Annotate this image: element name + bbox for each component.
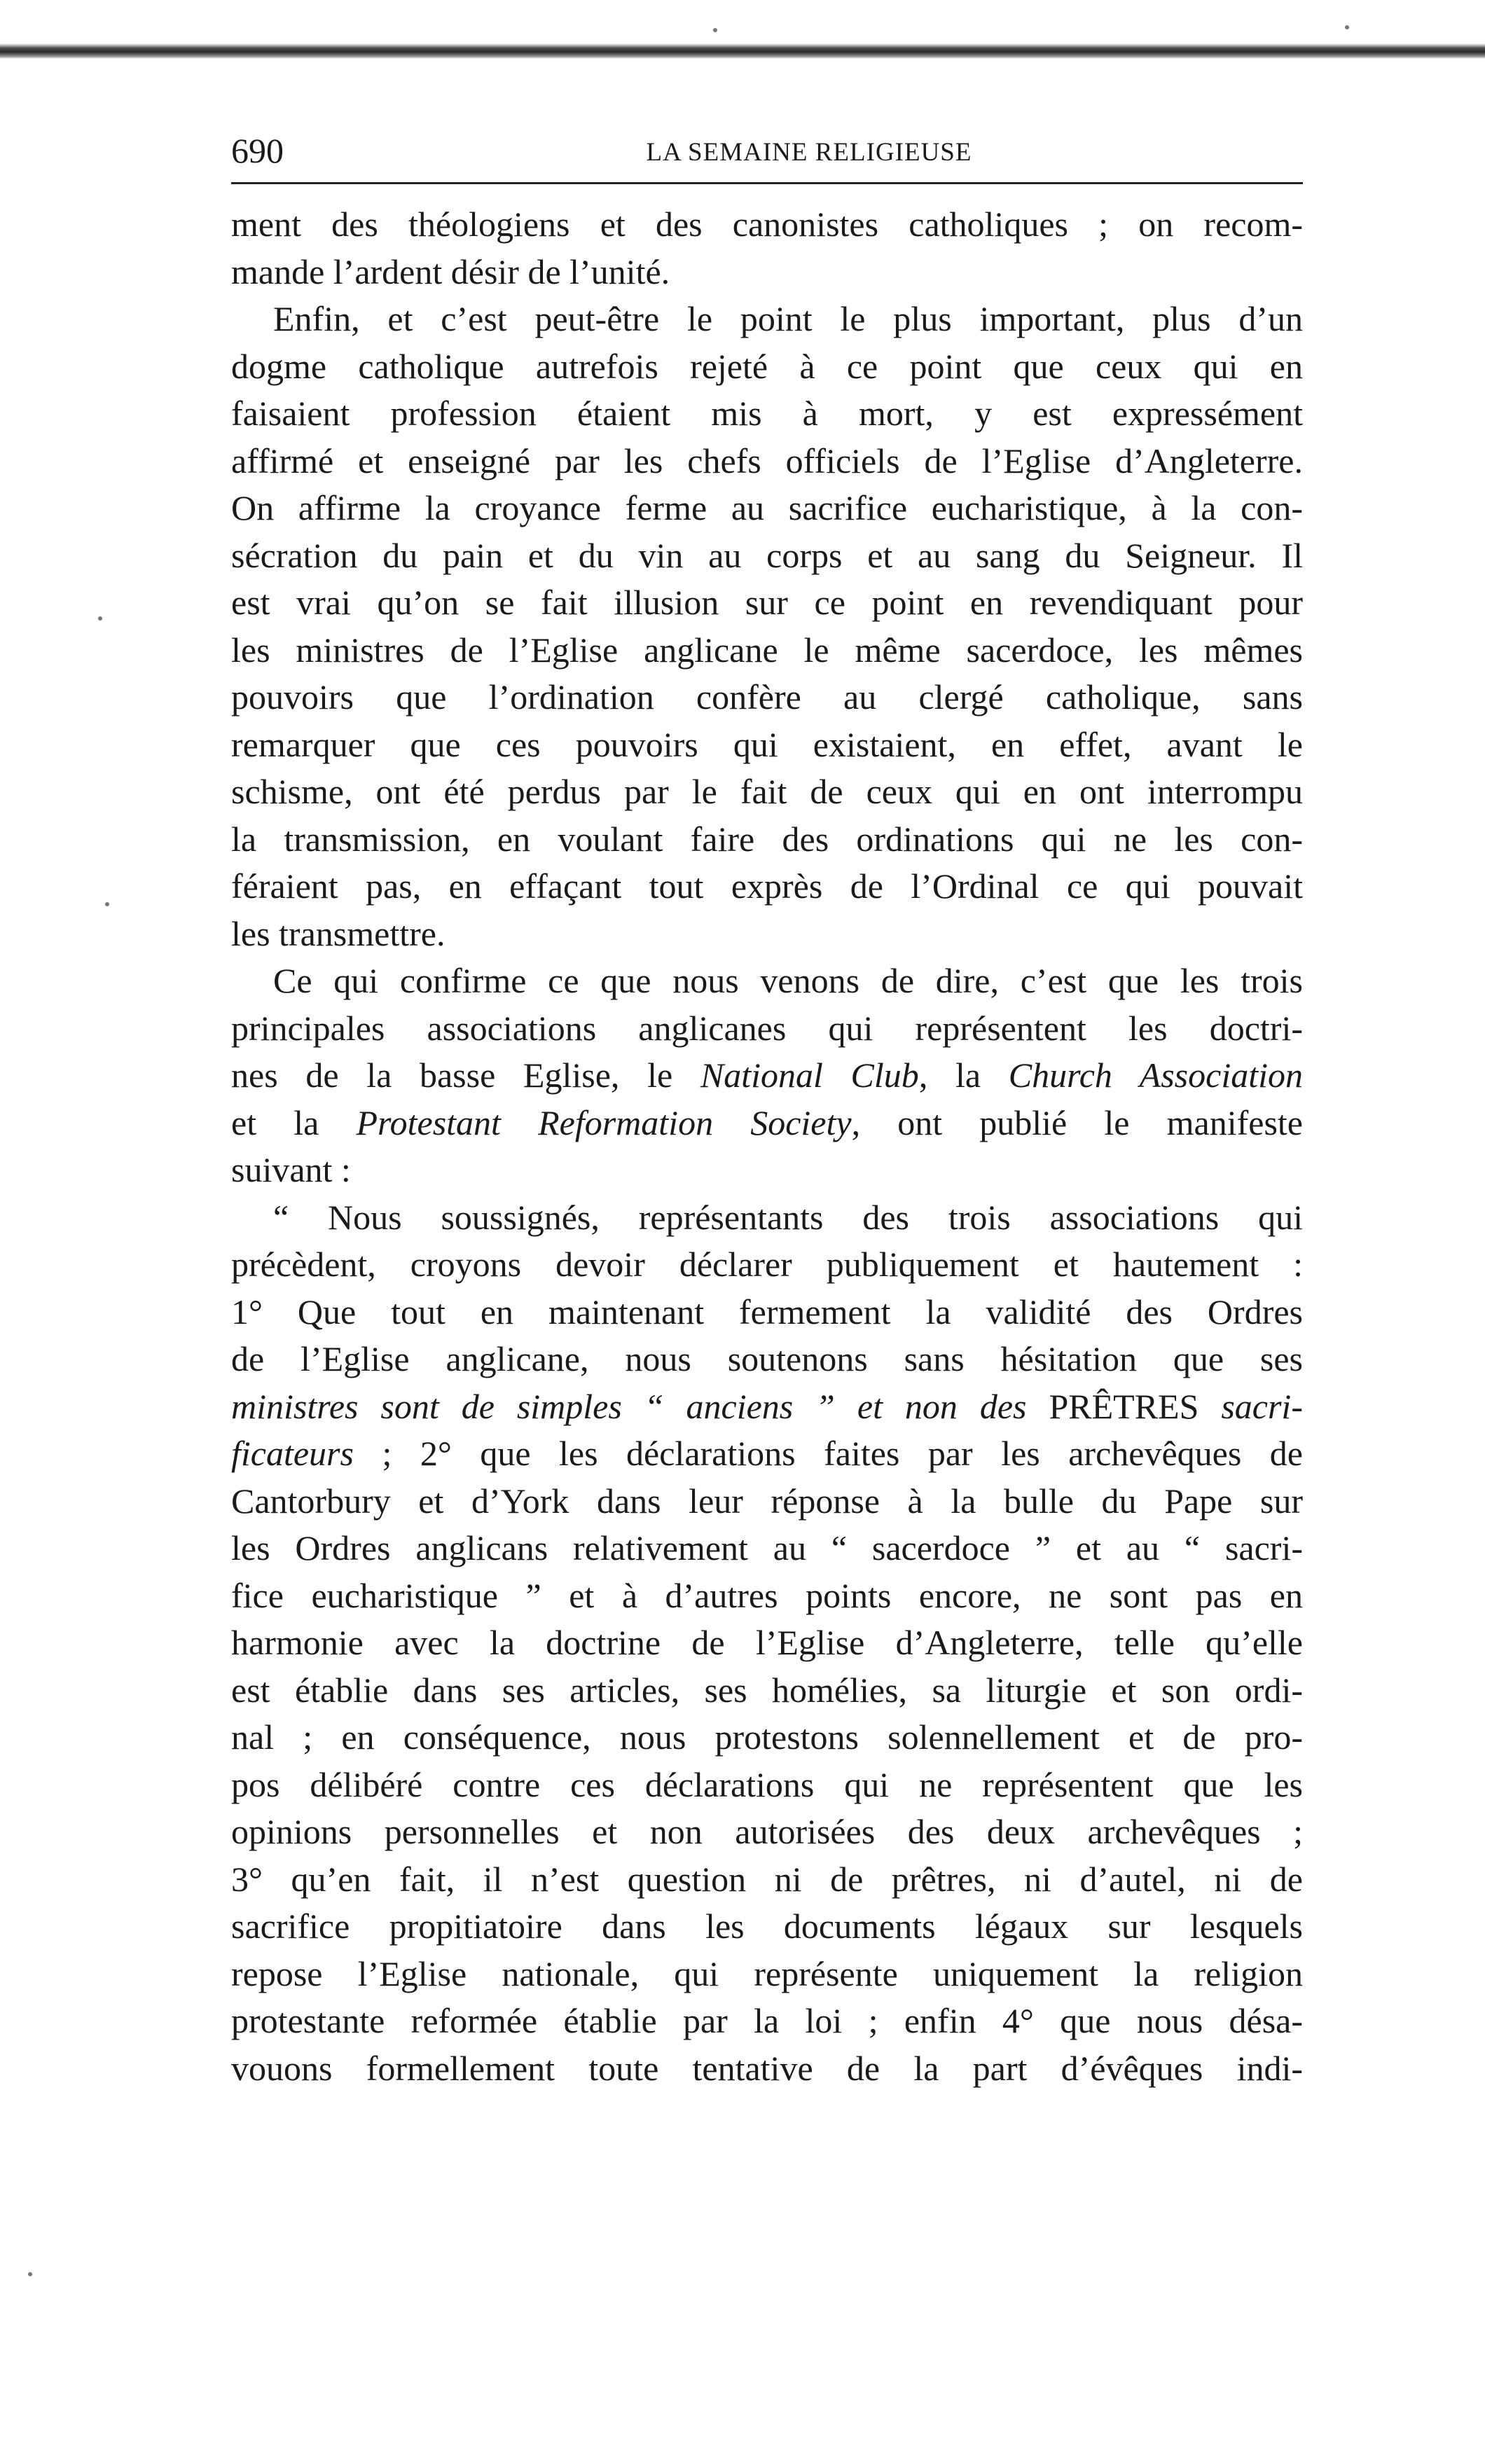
text-line: est établie dans ses articles, ses homélies, sa liturgie et son ordi- [231, 1670, 1303, 1710]
text-line: féraient pas, en effaçant tout exprès de l’Ordinal ce qui pouvait [231, 866, 1303, 906]
text-line: nal ; en conséquence, nous protestons solennellement et de pro- [231, 1717, 1303, 1757]
text-line [231, 1052, 1303, 1100]
text-line: dogme catholique autrefois rejeté à ce point que ceux qui en [231, 346, 1303, 386]
text-line: les transmettre. [231, 913, 446, 953]
text-line: sacrifice propitiatoire dans les documents légaux sur lesquels [231, 1906, 1303, 1946]
text-span: et la [231, 1102, 357, 1142]
text-span: , la [918, 1055, 1009, 1095]
text-line: Cantorbury et d’York dans leur réponse à la bulle du Pape sur [231, 1481, 1303, 1521]
italic-span: Protestant Reformation Society [356, 1102, 852, 1142]
text-line: vouons formellement toute tentative de la part d’évêques indi- [231, 2048, 1303, 2088]
text-span: nes de la basse Eglise, le [231, 1055, 700, 1095]
text-line: affirmé et enseigné par les chefs officiels de l’Eglise d’Angleterre. [231, 441, 1303, 480]
text-line: précèdent, croyons devoir déclarer publiquement et hautement : [231, 1245, 1303, 1284]
text-line: repose l’Eglise nationale, qui représente uniquement la religion [231, 1953, 1303, 1993]
text-line: On affirme la croyance ferme au sacrifice eucharistique, à la con- [231, 488, 1303, 527]
text-line [231, 1430, 1303, 1478]
scan-speck [713, 28, 717, 32]
italic-span: National Club [700, 1055, 919, 1095]
scan-speck [98, 616, 102, 621]
text-line: Ce qui confirme ce que nous venons de dire, c’est que les trois [273, 961, 1303, 1000]
text-line: suivant : [231, 1150, 351, 1189]
text-line: les ministres de l’Eglise anglicane le même sacerdoce, les mêmes [231, 630, 1303, 670]
text-line: les Ordres anglicans relativement au “ sacerdoce ” et au “ sacri- [231, 1528, 1303, 1567]
text-line: sécration du pain et du vin au corps et au sang du Seigneur. Il [231, 535, 1303, 575]
book-page [231, 126, 1303, 2092]
italic-span: sacri- [1221, 1386, 1303, 1426]
text-line: harmonie avec la doctrine de l’Eglise d’Angleterre, telle qu’elle [231, 1623, 1303, 1662]
text-line: 3° qu’en fait, il n’est question ni de prêtres, ni d’autel, ni de [231, 1859, 1303, 1899]
body-text [231, 201, 1303, 2092]
text-line: Enfin, et c’est peut-être le point le plus important, plus d’un [273, 299, 1303, 338]
running-title: LA SEMAINE RELIGIEUSE [646, 138, 972, 167]
text-span: , ont publié le manifeste [851, 1102, 1303, 1142]
text-span: ; 2° que les déclarations faites par les archevêques de [382, 1434, 1303, 1473]
page-header [231, 126, 1303, 184]
text-line: faisaient profession étaient mis à mort, y est expressément [231, 394, 1303, 433]
text-line: remarquer que ces pouvoirs qui existaient, en effet, avant le [231, 724, 1303, 764]
text-line [231, 1383, 1303, 1431]
italic-span: Church Association [1008, 1055, 1303, 1095]
text-line [231, 1100, 1303, 1147]
text-line: 1° Que tout en maintenant fermement la validité des Ordres [231, 1292, 1303, 1331]
text-line: pos délibéré contre ces déclarations qui ne représentent que les [231, 1764, 1303, 1804]
scan-speck [1345, 25, 1349, 29]
scan-speck [28, 2272, 32, 2276]
text-span: PRÊTRES [1049, 1386, 1222, 1426]
scan-edge-shadow [0, 43, 1485, 59]
text-line: principales associations anglicanes qui représentent les doctri- [231, 1008, 1303, 1048]
text-line: est vrai qu’on se fait illusion sur ce point en revendiquant pour [231, 583, 1303, 622]
text-line: mande l’ardent désir de l’unité. [231, 251, 670, 291]
italic-span: ministres sont de simples “ anciens ” et non des [231, 1386, 1049, 1426]
italic-span: ficateurs [231, 1434, 382, 1473]
text-line: opinions personnelles et non autorisées des deux archevêques ; [231, 1812, 1303, 1851]
text-line: fice eucharistique ” et à d’autres points encore, ne sont pas en [231, 1575, 1303, 1615]
page-number: 690 [231, 131, 284, 170]
text-line: protestante reformée établie par la loi ; enfin 4° que nous désa- [231, 2001, 1303, 2040]
text-line: “ Nous soussignés, représentants des trois associations qui [273, 1197, 1303, 1237]
text-line: la transmission, en voulant faire des ordinations qui ne les con- [231, 819, 1303, 859]
text-line: pouvoirs que l’ordination confère au clergé catholique, sans [231, 677, 1303, 717]
text-line: schisme, ont été perdus par le fait de ceux qui en ont interrompu [231, 772, 1303, 811]
text-line: ment des théologiens et des canonistes catholiques ; on recom- [231, 205, 1303, 244]
scan-speck [105, 902, 109, 906]
text-line: de l’Eglise anglicane, nous soutenons sans hésitation que ses [231, 1339, 1303, 1378]
